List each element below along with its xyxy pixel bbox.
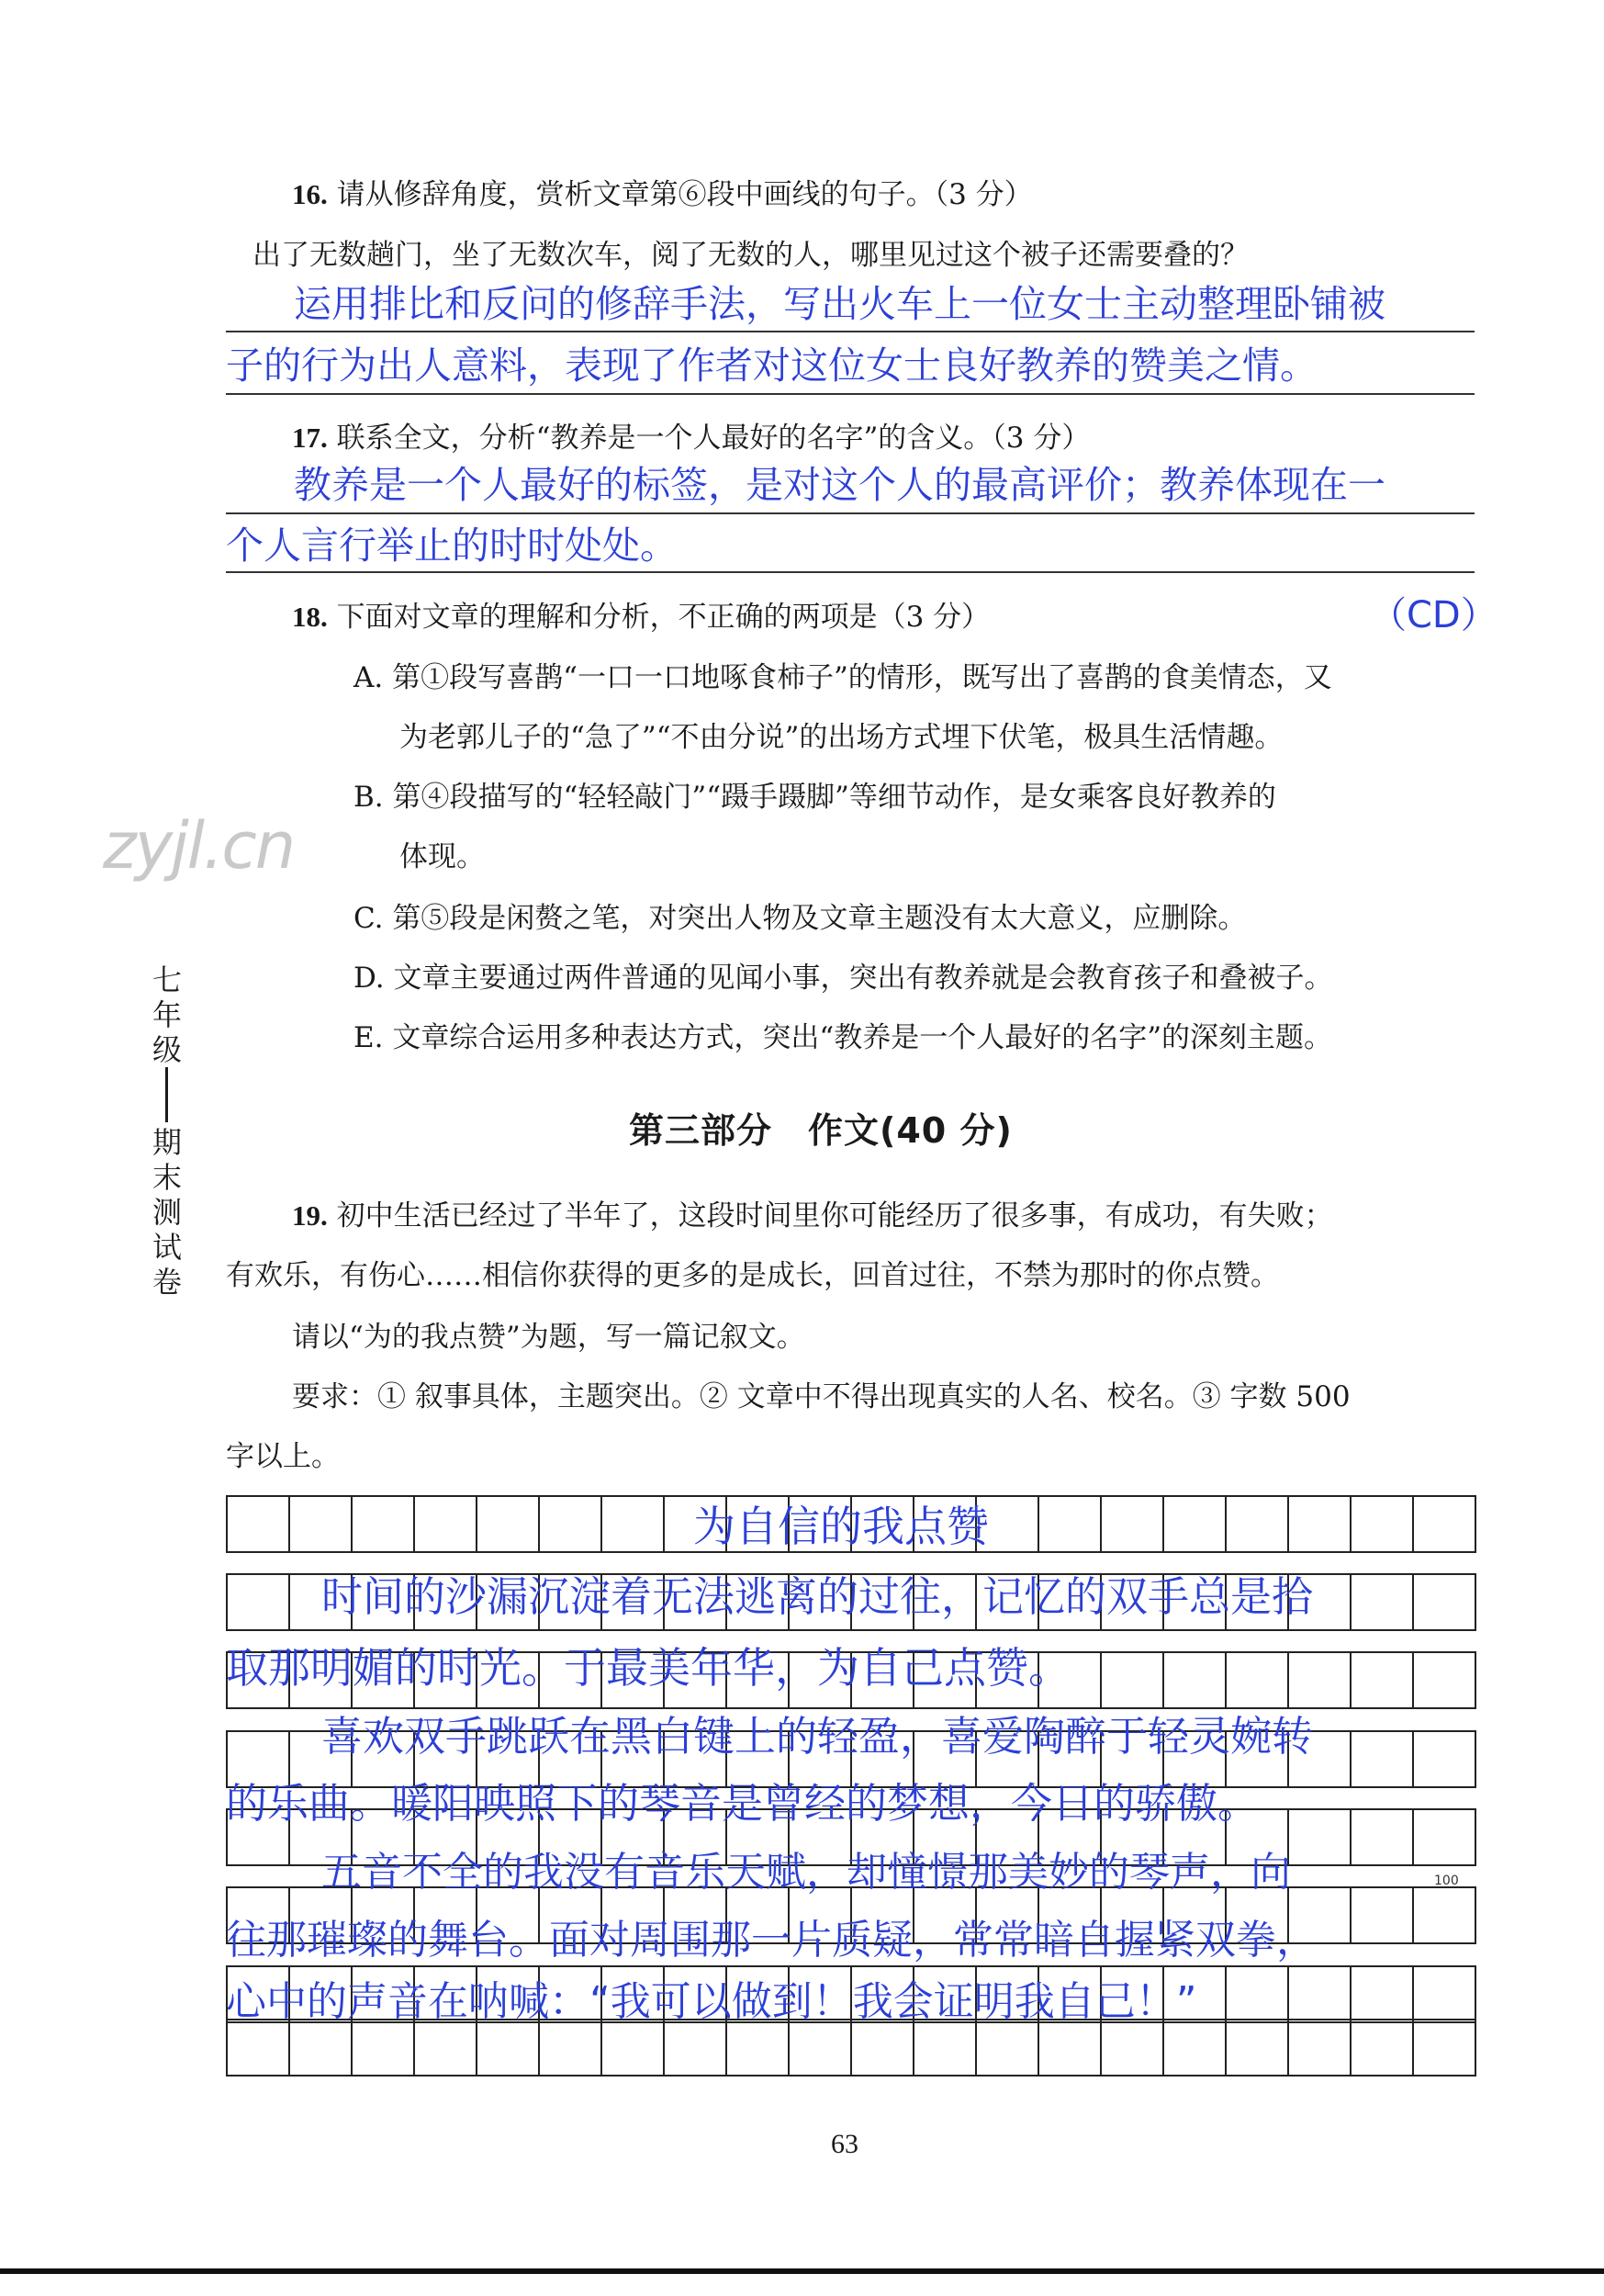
q16-answer-line1: 运用排比和反问的修辞手法，写出火车上一位女士主动整理卧铺被 — [294, 282, 1385, 326]
answer-rule — [226, 512, 1475, 514]
q19-line1 — [292, 1198, 1333, 1234]
section-title: 第三部分 作文(40 分) — [629, 1110, 1013, 1151]
q18-option-b — [353, 779, 1276, 816]
q19-text: 初中生活已经过了半年了，这段时间里你可能经历了很多事，有成功，有失败； — [336, 1199, 1333, 1232]
q18-option-b-cont: 体现。 — [399, 840, 485, 873]
watermark: zyjl.cn — [103, 808, 295, 884]
q17-prompt-text: 联系全文，分析“教养是一个人最好的名字”的含义。（3 分） — [336, 422, 1091, 455]
q16-prompt — [292, 176, 1033, 213]
q16-number: 16. — [292, 178, 328, 210]
option-label: E. — [353, 1021, 384, 1054]
q16-quote: 出了无数趟门，坐了无数次车，阅了无数的人，哪里见过这个被子还需要叠的？ — [252, 239, 1249, 272]
q17-prompt — [292, 420, 1090, 456]
side-label-top: 七年级 — [151, 962, 182, 1067]
q18-answer: （CD） — [1370, 594, 1497, 636]
bottom-border — [0, 2268, 1604, 2274]
q18-prompt — [292, 599, 990, 636]
q19-requirements: 要求：① 叙事具体，主题突出。② 文章中不得出现真实的人名、校名。③ 字数 500 — [292, 1380, 1351, 1413]
q18-number: 18. — [292, 601, 328, 633]
side-label-bottom: 期末测试卷 — [151, 1125, 182, 1300]
answer-rule — [226, 331, 1475, 332]
option-label: D. — [353, 962, 385, 995]
option-text: 文章综合运用多种表达方式，突出“教养是一个人最好的名字”的深刻主题。 — [392, 1021, 1333, 1054]
essay-line: 心中的声音在呐喊：“我可以做到！我会证明我自己！” — [226, 1978, 1197, 2025]
q16-answer-line2: 子的行为出人意料，表现了作者对这位女士良好教养的赞美之情。 — [226, 343, 1318, 388]
q18-option-a — [353, 659, 1332, 696]
option-label: A. — [353, 661, 384, 694]
q18-option-a-cont: 为老郭儿子的“急了”“不由分说”的出场方式埋下伏笔，极具生活情趣。 — [399, 721, 1284, 754]
side-label-divider — [165, 1067, 168, 1122]
q17-answer-line1: 教养是一个人最好的标签，是对这个人的最高评价；教养体现在一 — [294, 463, 1385, 507]
q19-line2: 有欢乐，有伤心……相信你获得的更多的是成长，回首过往，不禁为那时的你点赞。 — [226, 1259, 1279, 1292]
q18-option-c — [353, 900, 1246, 937]
essay-line: 喜欢双手跳跃在黑白键上的轻盈，喜爱陶醉于轻灵婉转 — [321, 1712, 1314, 1761]
q19-line3: 请以“为的我点赞”为题，写一篇记叙文。 — [292, 1321, 805, 1354]
essay-line: 时间的沙漏沉淀着无法逃离的过往，记忆的双手总是拾 — [321, 1572, 1314, 1621]
answer-rule — [226, 393, 1475, 395]
grid-count-mark: 100 — [1434, 1874, 1459, 1888]
option-text: 第⑤段是闲赘之笔，对突出人物及文章主题没有太大意义，应删除。 — [392, 902, 1247, 935]
q17-number: 17. — [292, 422, 328, 454]
q19-number: 19. — [292, 1199, 328, 1232]
answer-rule — [226, 571, 1475, 573]
q17-answer-line2: 个人言行举止的时时处处。 — [226, 523, 678, 568]
essay-line: 取那明媚的时光。于最美年华，为自己点赞。 — [226, 1643, 1071, 1693]
option-text: 第①段写喜鹊“一口一口地啄食柿子”的情形，既写出了喜鹊的食美情态，又 — [392, 661, 1332, 694]
q18-option-d — [353, 960, 1332, 996]
option-label: C. — [353, 902, 384, 935]
essay-line: 五音不全的我没有音乐天赋，却憧憬那美妙的琴声，向 — [321, 1849, 1291, 1896]
option-text: 第④段描写的“轻轻敲门”“蹑手蹑脚”等细节动作，是女乘客良好教养的 — [392, 781, 1276, 814]
q18-prompt-text: 下面对文章的理解和分析，不正确的两项是（3 分） — [336, 601, 991, 634]
option-text: 文章主要通过两件普通的见闻小事，突出有教养就是会教育孩子和叠被子。 — [393, 962, 1333, 995]
q19-requirements-cont: 字以上。 — [226, 1440, 340, 1473]
page-number: 63 — [831, 2129, 858, 2159]
option-label: B. — [353, 781, 384, 814]
essay-line: 的乐曲。暖阳映照下的琴音是曾经的梦想，今日的骄傲。 — [226, 1779, 1260, 1828]
q18-option-e — [353, 1019, 1332, 1056]
q16-prompt-text: 请从修辞角度，赏析文章第⑥段中画线的句子。（3 分） — [336, 178, 1033, 211]
essay-title: 为自信的我点赞 — [693, 1502, 989, 1551]
essay-line: 往那璀璨的舞台。面对周围那一片质疑，常常暗自握紧双拳， — [226, 1917, 1317, 1964]
